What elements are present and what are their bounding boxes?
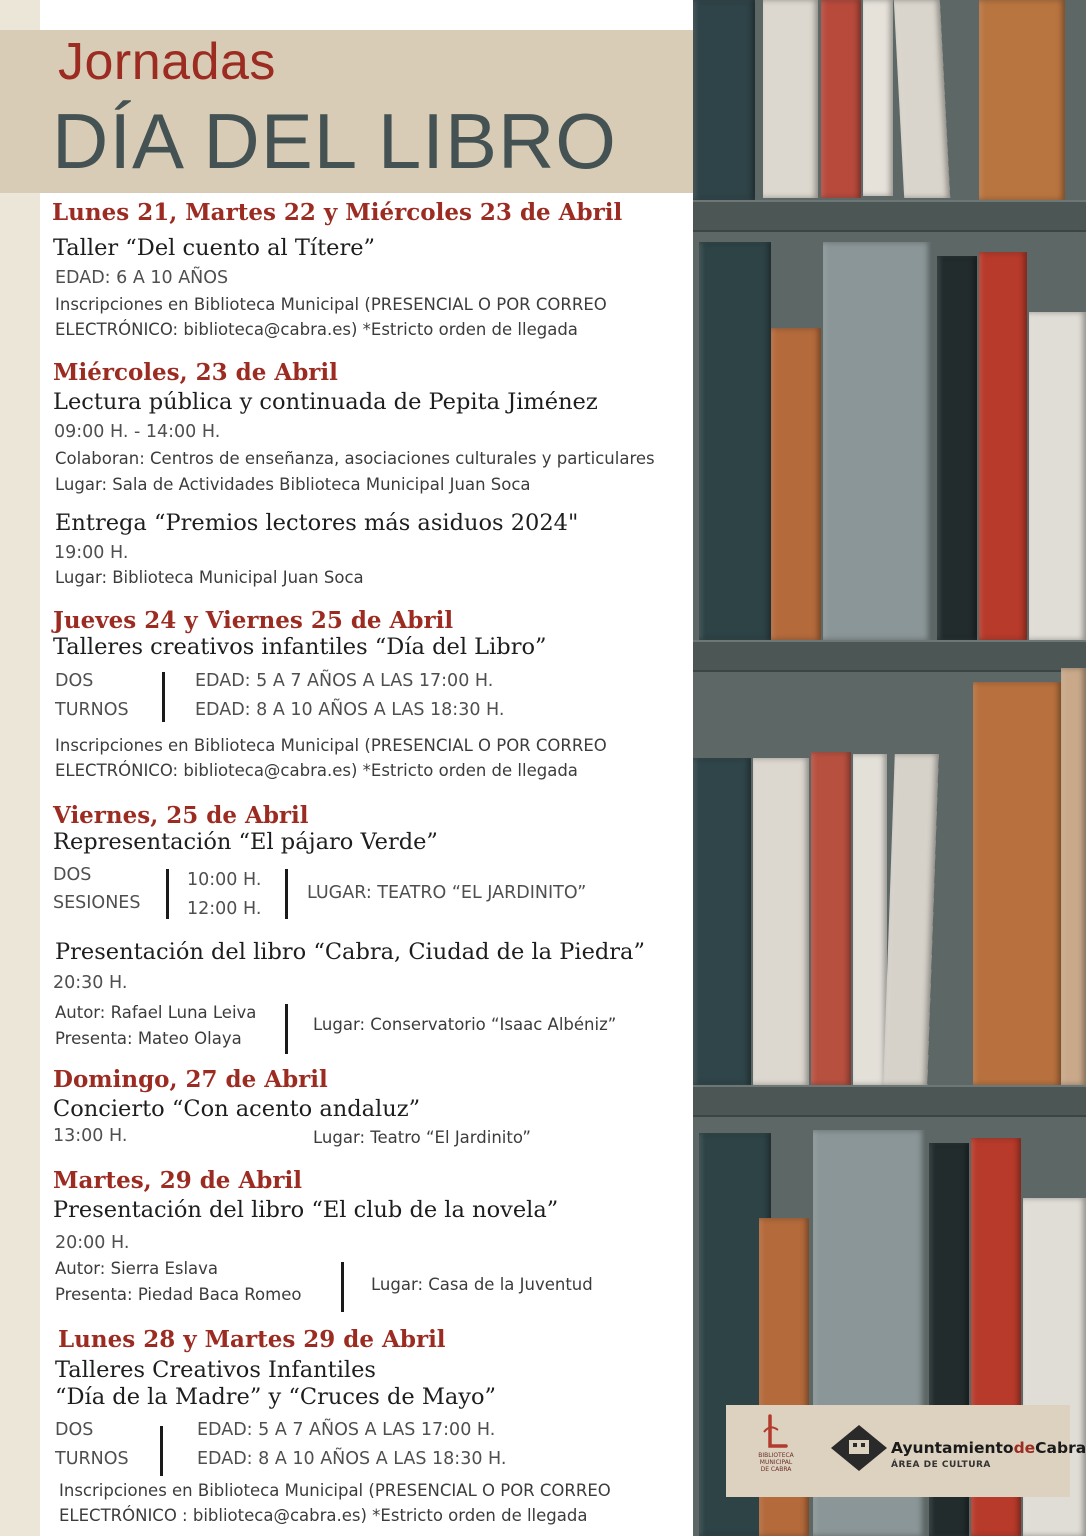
book-spine — [821, 0, 861, 198]
event-age: EDAD: 8 A 10 AÑOS A LAS 18:30 H. — [197, 1449, 507, 1469]
registration-info: Inscripciones en Biblioteca Municipal (PRESENCIAL O POR CORREO — [55, 295, 607, 314]
event-age: EDAD: 5 A 7 AÑOS A LAS 17:00 H. — [195, 671, 494, 691]
event-time: 13:00 H. — [53, 1126, 128, 1146]
separator-line — [162, 672, 165, 722]
book-spine — [811, 752, 851, 1085]
turnos-label: TURNOS — [55, 1449, 129, 1469]
section-date: Domingo, 27 de Abril — [53, 1066, 328, 1093]
registration-info: Inscripciones en Biblioteca Municipal (PRESENCIAL O POR CORREO — [55, 736, 607, 755]
section-date: Lunes 28 y Martes 29 de Abril — [58, 1326, 446, 1353]
event-place: Lugar: Biblioteca Municipal Juan Soca — [55, 568, 364, 587]
event-time: 20:30 H. — [53, 973, 128, 993]
event-title: Talleres Creativos Infantiles — [55, 1357, 376, 1383]
event-title: Entrega “Premios lectores más asiduos 2024" — [55, 510, 579, 536]
event-time: 20:00 H. — [55, 1233, 130, 1253]
sesiones-label: SESIONES — [53, 893, 141, 913]
event-age: EDAD: 8 A 10 AÑOS A LAS 18:30 H. — [195, 700, 505, 720]
book-spine — [937, 256, 977, 640]
separator-line — [341, 1262, 344, 1312]
book-spine — [863, 0, 893, 196]
shelf-board — [693, 640, 1086, 672]
book-spine — [771, 328, 821, 640]
event-age: EDAD: 6 A 10 AÑOS — [55, 268, 229, 288]
registration-info: ELECTRÓNICO : biblioteca@cabra.es) *Estricto orden de llegada — [59, 1506, 588, 1525]
book-spine — [894, 0, 950, 198]
biblioteca-logo-icon — [760, 1414, 788, 1452]
book-spine — [883, 754, 939, 1085]
sesiones-label: DOS — [53, 865, 92, 885]
ayuntamiento-name: AyuntamientodeCabra — [891, 1439, 1086, 1457]
paper-texture-strip — [0, 0, 40, 1536]
separator-line — [285, 869, 288, 919]
event-time: 09:00 H. - 14:00 H. — [54, 422, 221, 442]
separator-line — [166, 869, 169, 919]
event-time: 19:00 H. — [54, 543, 129, 563]
event-title: “Día de la Madre” y “Cruces de Mayo” — [55, 1384, 497, 1410]
event-collaborators: Colaboran: Centros de enseñanza, asociaciones culturales y particulares — [55, 449, 655, 468]
registration-info: ELECTRÓNICO: biblioteca@cabra.es) *Estricto orden de llegada — [55, 761, 578, 780]
registration-info: Inscripciones en Biblioteca Municipal (PRESENCIAL O POR CORREO — [59, 1481, 611, 1500]
event-title: Presentación del libro “El club de la novela” — [53, 1197, 559, 1223]
event-age: EDAD: 5 A 7 AÑOS A LAS 17:00 H. — [197, 1420, 496, 1440]
event-place: Lugar: Casa de la Juventud — [371, 1275, 593, 1294]
event-title: Representación “El pájaro Verde” — [53, 829, 438, 855]
separator-line — [285, 1004, 288, 1054]
shelf-board — [693, 1085, 1086, 1117]
shelf-board — [693, 200, 1086, 232]
event-time: 10:00 H. — [187, 870, 262, 890]
event-title: Presentación del libro “Cabra, Ciudad de la Piedra” — [55, 939, 645, 965]
book-spine — [823, 242, 931, 640]
book-spine — [699, 242, 771, 640]
book-spine — [1061, 668, 1086, 1085]
section-date: Viernes, 25 de Abril — [53, 802, 309, 829]
book-spine — [693, 0, 755, 200]
book-spine — [763, 0, 818, 198]
book-spine — [973, 682, 1061, 1085]
ayuntamiento-crest-icon — [829, 1423, 889, 1473]
event-place: Lugar: Teatro “El Jardinito” — [313, 1128, 531, 1147]
event-title: Talleres creativos infantiles “Día del Libro” — [53, 634, 547, 660]
book-spine — [1029, 312, 1086, 640]
event-title: Concierto “Con acento andaluz” — [53, 1096, 421, 1122]
biblioteca-logo-text: BIBLIOTECA MUNICIPAL DE CABRA — [758, 1452, 794, 1473]
event-place: LUGAR: TEATRO “EL JARDINITO” — [307, 883, 587, 903]
event-place: Lugar: Sala de Actividades Biblioteca Municipal Juan Soca — [55, 475, 531, 494]
section-date: Lunes 21, Martes 22 y Miércoles 23 de Abril — [52, 199, 623, 226]
section-date: Jueves 24 y Viernes 25 de Abril — [53, 607, 454, 634]
book-spine — [979, 0, 1065, 200]
event-author: Autor: Rafael Luna Leiva — [55, 1003, 257, 1022]
event-place: Lugar: Conservatorio “Isaac Albéniz” — [313, 1015, 617, 1034]
book-spine — [753, 758, 809, 1085]
section-date: Miércoles, 23 de Abril — [53, 359, 338, 386]
event-author: Autor: Sierra Eslava — [55, 1259, 219, 1278]
event-title: Taller “Del cuento al Títere” — [53, 235, 376, 261]
turnos-label: DOS — [55, 1420, 94, 1440]
turnos-label: TURNOS — [55, 700, 129, 720]
area-de-cultura-label: ÁREA DE CULTURA — [891, 1460, 991, 1470]
title-dia-del-libro: DÍA DEL LIBRO — [52, 97, 617, 185]
event-time: 12:00 H. — [187, 899, 262, 919]
book-spine — [693, 758, 751, 1085]
event-presenter: Presenta: Piedad Baca Romeo — [55, 1285, 302, 1304]
event-title: Lectura pública y continuada de Pepita Jiménez — [53, 389, 598, 415]
separator-line — [160, 1426, 163, 1476]
bookshelf-image — [693, 0, 1086, 1536]
section-date: Martes, 29 de Abril — [53, 1167, 302, 1194]
title-jornadas: Jornadas — [58, 33, 276, 91]
registration-info: ELECTRÓNICO: biblioteca@cabra.es) *Estricto orden de llegada — [55, 320, 578, 339]
event-presenter: Presenta: Mateo Olaya — [55, 1029, 242, 1048]
book-spine — [853, 754, 887, 1085]
book-spine — [979, 252, 1027, 640]
turnos-label: DOS — [55, 671, 94, 691]
